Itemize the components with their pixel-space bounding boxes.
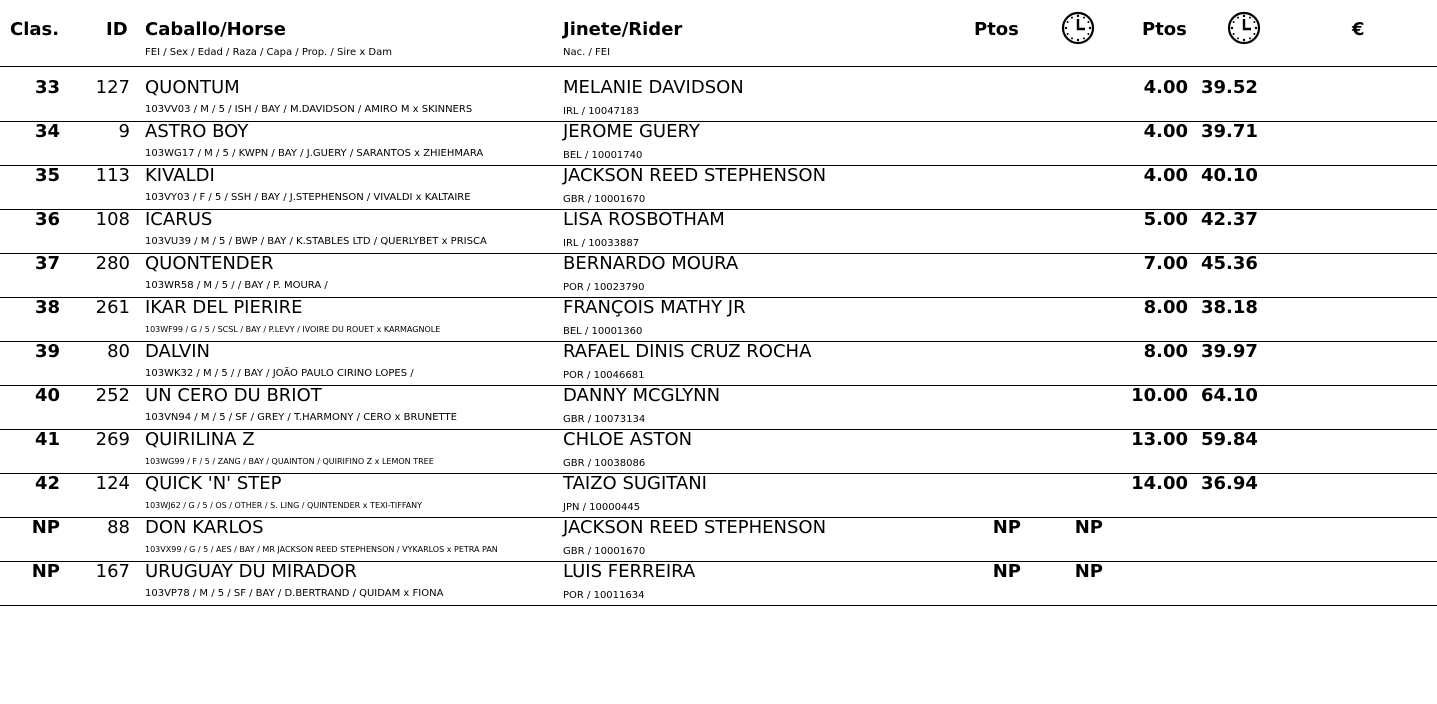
- round1-points: NP: [992, 517, 1021, 538]
- rider-name: DANNY MCGLYNN: [563, 385, 721, 406]
- header-ptos-2: Ptos: [1142, 19, 1187, 40]
- entry-id: 252: [95, 385, 130, 406]
- rider-name: JACKSON REED STEPHENSON: [563, 165, 827, 186]
- round2-points: 13.00: [1131, 429, 1188, 450]
- rider-info: GBR / 10073134: [563, 414, 646, 425]
- rider-info: POR / 10011634: [563, 590, 645, 601]
- entry-id: 124: [95, 473, 130, 494]
- rank: 37: [34, 253, 60, 274]
- round2-points: 8.00: [1143, 341, 1188, 362]
- rider-name: LUIS FERREIRA: [563, 561, 696, 582]
- horse-info: 103WF99 / G / 5 / SCSL / BAY / P.LEVY / IVOIRE DU ROUET x KARMAGNOLE: [145, 325, 441, 334]
- rider-info: GBR / 10001670: [563, 194, 646, 205]
- rank: 35: [34, 165, 60, 186]
- horse-name: UN CERO DU BRIOT: [145, 385, 322, 406]
- round1-points: NP: [992, 561, 1021, 582]
- round1-time: NP: [1074, 561, 1103, 582]
- header-rider: Jinete/Rider: [563, 19, 683, 40]
- header-id: ID: [106, 19, 128, 40]
- horse-info: 103VU39 / M / 5 / BWP / BAY / K.STABLES LTD / QUERLYBET x PRISCA: [145, 236, 487, 247]
- horse-name: ASTRO BOY: [145, 121, 249, 142]
- round2-time: 39.97: [1201, 341, 1258, 362]
- entry-id: 113: [95, 165, 130, 186]
- horse-info: 103WR58 / M / 5 / / BAY / P. MOURA /: [145, 280, 328, 291]
- round2-time: 40.10: [1201, 165, 1258, 186]
- entry-id: 88: [107, 517, 130, 538]
- rank: 39: [34, 341, 60, 362]
- round2-time: 36.94: [1201, 473, 1258, 494]
- horse-info: 103WJ62 / G / 5 / OS / OTHER / S. LING / QUINTENDER x TEXI-TIFFANY: [145, 501, 423, 510]
- entry-id: 127: [95, 77, 130, 98]
- rider-name: FRANÇOIS MATHY JR: [563, 297, 746, 318]
- rider-info: POR / 10046681: [563, 370, 645, 381]
- entry-id: 9: [118, 121, 130, 142]
- rider-name: MELANIE DAVIDSON: [563, 77, 744, 98]
- header-prize: €: [1352, 19, 1365, 40]
- row-divider: [0, 605, 1437, 606]
- clock-icon: [1227, 11, 1261, 45]
- rank: NP: [31, 561, 60, 582]
- header-divider: [0, 66, 1437, 67]
- round2-time: 38.18: [1201, 297, 1258, 318]
- round1-time: NP: [1074, 517, 1103, 538]
- rank: 42: [34, 473, 60, 494]
- horse-name: QUICK 'N' STEP: [145, 473, 282, 494]
- round2-points: 4.00: [1143, 121, 1188, 142]
- rider-name: LISA ROSBOTHAM: [563, 209, 725, 230]
- rider-info: BEL / 10001360: [563, 326, 643, 337]
- round2-points: 8.00: [1143, 297, 1188, 318]
- round2-points: 4.00: [1143, 77, 1188, 98]
- rank: 40: [34, 385, 60, 406]
- horse-name: QUONTENDER: [145, 253, 274, 274]
- rank: 33: [34, 77, 60, 98]
- rider-name: JACKSON REED STEPHENSON: [563, 517, 827, 538]
- horse-name: QUONTUM: [145, 77, 240, 98]
- rider-info: IRL / 10047183: [563, 106, 640, 117]
- horse-info: 103VX99 / G / 5 / AES / BAY / MR JACKSON REED STEPHENSON / VYKARLOS x PETRA PAN: [145, 545, 498, 554]
- round2-points: 7.00: [1143, 253, 1188, 274]
- rider-name: JEROME GUERY: [563, 121, 700, 142]
- round2-points: 4.00: [1143, 165, 1188, 186]
- rider-info: POR / 10023790: [563, 282, 645, 293]
- rider-info: GBR / 10001670: [563, 546, 646, 557]
- round2-points: 14.00: [1131, 473, 1188, 494]
- horse-name: URUGUAY DU MIRADOR: [145, 561, 357, 582]
- horse-name: DON KARLOS: [145, 517, 264, 538]
- horse-name: ICARUS: [145, 209, 213, 230]
- clock-icon: [1061, 11, 1095, 45]
- rider-info: GBR / 10038086: [563, 458, 646, 469]
- header-clas: Clas.: [10, 19, 60, 40]
- rank: 41: [34, 429, 60, 450]
- horse-info: 103WG17 / M / 5 / KWPN / BAY / J.GUERY / SARANTOS x ZHIEHMARA: [145, 148, 484, 159]
- entry-id: 280: [95, 253, 130, 274]
- entry-id: 261: [95, 297, 130, 318]
- header-ptos-1: Ptos: [974, 19, 1019, 40]
- rider-name: BERNARDO MOURA: [563, 253, 739, 274]
- rider-info: JPN / 10000445: [563, 502, 641, 513]
- rank: 34: [34, 121, 60, 142]
- round2-time: 42.37: [1201, 209, 1258, 230]
- horse-name: DALVIN: [145, 341, 210, 362]
- entry-id: 80: [107, 341, 130, 362]
- rank: NP: [31, 517, 60, 538]
- horse-info: 103VN94 / M / 5 / SF / GREY / T.HARMONY / CERO x BRUNETTE: [145, 412, 457, 423]
- horse-info: 103VV03 / M / 5 / ISH / BAY / M.DAVIDSON / AMIRO M x SKINNERS: [145, 104, 473, 115]
- round2-time: 59.84: [1201, 429, 1258, 450]
- round2-points: 5.00: [1143, 209, 1188, 230]
- rider-info: IRL / 10033887: [563, 238, 640, 249]
- horse-info: 103WG99 / F / 5 / ZANG / BAY / QUAINTON / QUIRIFINO Z x LEMON TREE: [145, 457, 434, 466]
- horse-name: IKAR DEL PIERIRE: [145, 297, 303, 318]
- round2-time: 64.10: [1201, 385, 1258, 406]
- horse-info: 103WK32 / M / 5 / / BAY / JOÃO PAULO CIRINO LOPES /: [145, 368, 414, 379]
- rank: 36: [34, 209, 60, 230]
- rider-name: TAIZO SUGITANI: [563, 473, 707, 494]
- rank: 38: [34, 297, 60, 318]
- header-rider-sub: Nac. / FEI: [563, 47, 611, 58]
- entry-id: 269: [95, 429, 130, 450]
- horse-name: QUIRILINA Z: [145, 429, 255, 450]
- rider-name: RAFAEL DINIS CRUZ ROCHA: [563, 341, 812, 362]
- entry-id: 108: [95, 209, 130, 230]
- horse-info: 103VP78 / M / 5 / SF / BAY / D.BERTRAND / QUIDAM x FIONA: [145, 588, 444, 599]
- horse-info: 103VY03 / F / 5 / SSH / BAY / J.STEPHENSON / VIVALDI x KALTAIRE: [145, 192, 471, 203]
- header-horse: Caballo/Horse: [145, 19, 286, 40]
- round2-time: 45.36: [1201, 253, 1258, 274]
- horse-name: KIVALDI: [145, 165, 215, 186]
- rider-info: BEL / 10001740: [563, 150, 643, 161]
- rider-name: CHLOE ASTON: [563, 429, 693, 450]
- entry-id: 167: [95, 561, 130, 582]
- round2-time: 39.71: [1201, 121, 1258, 142]
- header-horse-sub: FEI / Sex / Edad / Raza / Capa / Prop. / Sire x Dam: [145, 47, 392, 58]
- round2-points: 10.00: [1131, 385, 1188, 406]
- round2-time: 39.52: [1201, 77, 1258, 98]
